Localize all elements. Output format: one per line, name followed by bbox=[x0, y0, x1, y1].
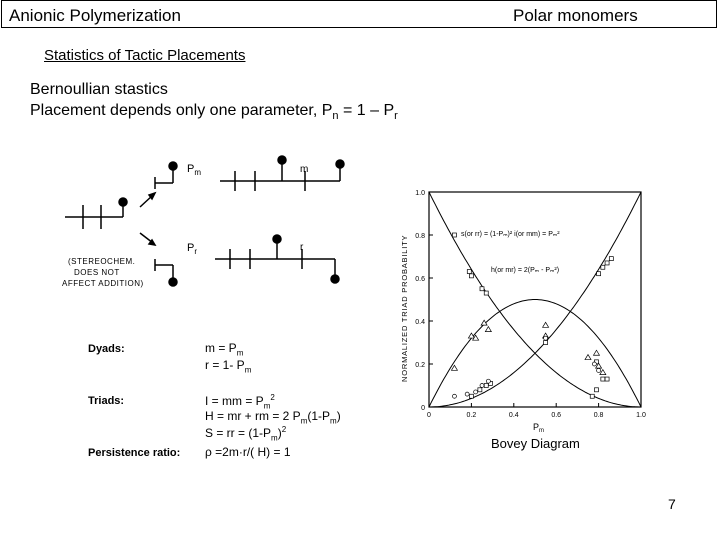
bovey-point-circle bbox=[452, 394, 456, 398]
scheme-pm-label: $P_m$ bbox=[187, 163, 202, 178]
bovey-point-square bbox=[469, 274, 473, 278]
bovey-point-square bbox=[452, 233, 456, 237]
bovey-y-axis-label: NORMALIZED TRIAD PROBABILITY bbox=[400, 234, 409, 382]
bovey-legend-2: h(or mr) = 2(Pₘ - Pₘ²) bbox=[491, 267, 560, 274]
bovey-points bbox=[451, 233, 613, 398]
bovey-diagram-chart bbox=[395, 180, 660, 465]
header-right-title: Polar monomers bbox=[513, 6, 638, 25]
bovey-point-square bbox=[590, 394, 594, 398]
triad-s-equation: S = rr = $(1-P_m)^2$ bbox=[205, 425, 287, 443]
bullet-line-1: Bernoullian stastics bbox=[30, 81, 168, 98]
bovey-point-square bbox=[467, 270, 471, 274]
bovey-xtick-label: 0.4 bbox=[508, 412, 519, 419]
bovey-point-square bbox=[605, 377, 609, 381]
bovey-point-circle bbox=[480, 384, 484, 388]
persistence-label: Persistence ratio: bbox=[88, 447, 181, 459]
bovey-xtick-label: 0.8 bbox=[593, 412, 604, 419]
bovey-x-axis-label: $P_m$ bbox=[533, 422, 545, 434]
bovey-caption: Bovey Diagram bbox=[491, 436, 580, 451]
triad-i-equation: I = mm = $P_m^2$ bbox=[205, 393, 275, 411]
dyad-r-equation: r = 1- $P_m$ bbox=[205, 358, 252, 375]
scheme-note: (STEREOCHEM. DOES NOT AFFECT ADDITION) bbox=[62, 257, 144, 288]
section-subtitle: Statistics of Tactic Placements bbox=[44, 47, 246, 64]
bovey-point-square bbox=[594, 388, 598, 392]
bovey-point-square bbox=[601, 265, 605, 269]
dyad-m-equation: $m = P_m$ bbox=[205, 341, 244, 358]
header-bar bbox=[1, 0, 717, 28]
header-left-title: Anionic Polymerization bbox=[9, 6, 181, 25]
chain-left-ball bbox=[119, 198, 127, 206]
bovey-point-square bbox=[609, 257, 613, 261]
bovey-point-triangle bbox=[585, 355, 591, 360]
bovey-axes bbox=[415, 190, 646, 419]
bovey-point-triangle bbox=[485, 327, 491, 332]
scheme-m-tag: m bbox=[300, 164, 309, 175]
bovey-curves bbox=[429, 192, 641, 407]
bovey-point-square bbox=[484, 384, 488, 388]
bovey-ytick-label: 0.8 bbox=[415, 233, 425, 240]
bovey-point-square bbox=[480, 287, 484, 291]
page-number: 7 bbox=[668, 496, 676, 512]
bovey-ytick-label: 1.0 bbox=[415, 190, 425, 197]
bovey-point-square bbox=[601, 377, 605, 381]
bovey-ytick-label: 0.4 bbox=[415, 319, 425, 326]
bovey-point-square bbox=[469, 394, 473, 398]
bovey-legend-1: s(or rr) = (1-Pₘ)² i(or mm) = Pₘ² bbox=[461, 231, 560, 238]
bovey-point-circle bbox=[474, 390, 478, 394]
bovey-point-square bbox=[478, 388, 482, 392]
bovey-xtick-label: 0.2 bbox=[466, 412, 477, 419]
bovey-point-circle bbox=[544, 336, 548, 340]
bovey-ytick-label: 0.6 bbox=[415, 276, 425, 283]
triad-h-equation: H = mr + rm = 2 $P_m(1-P_m)$ bbox=[205, 409, 341, 426]
bovey-point-triangle bbox=[543, 322, 549, 327]
dyads-label: Dyads: bbox=[88, 343, 125, 355]
bovey-point-triangle bbox=[593, 350, 599, 355]
triads-label: Triads: bbox=[88, 395, 125, 407]
bovey-point-triangle bbox=[451, 365, 457, 370]
scheme-pr-label: $P_r$ bbox=[187, 242, 198, 257]
bovey-point-square bbox=[597, 272, 601, 276]
bovey-point-circle bbox=[592, 362, 596, 366]
persistence-equation: ρ =2m·r/( H) = 1 bbox=[205, 445, 291, 459]
scheme-r-tag: r bbox=[300, 242, 304, 253]
bovey-point-square bbox=[484, 291, 488, 295]
bovey-point-square bbox=[544, 341, 548, 345]
bovey-ytick-label: 0 bbox=[421, 405, 425, 412]
bovey-xtick-label: 0 bbox=[427, 412, 431, 419]
bovey-ytick-label: 0.2 bbox=[415, 362, 425, 369]
bovey-point-circle bbox=[597, 368, 601, 372]
bovey-point-square bbox=[605, 261, 609, 265]
bovey-xtick-label: 0.6 bbox=[551, 412, 562, 419]
bovey-point-circle bbox=[465, 392, 469, 396]
bullet-line-2: Placement depends only one parameter, $P_n = 1 - P_r$ bbox=[30, 102, 398, 123]
bovey-point-circle bbox=[486, 379, 490, 383]
bovey-xtick-label: 1.0 bbox=[636, 412, 646, 419]
